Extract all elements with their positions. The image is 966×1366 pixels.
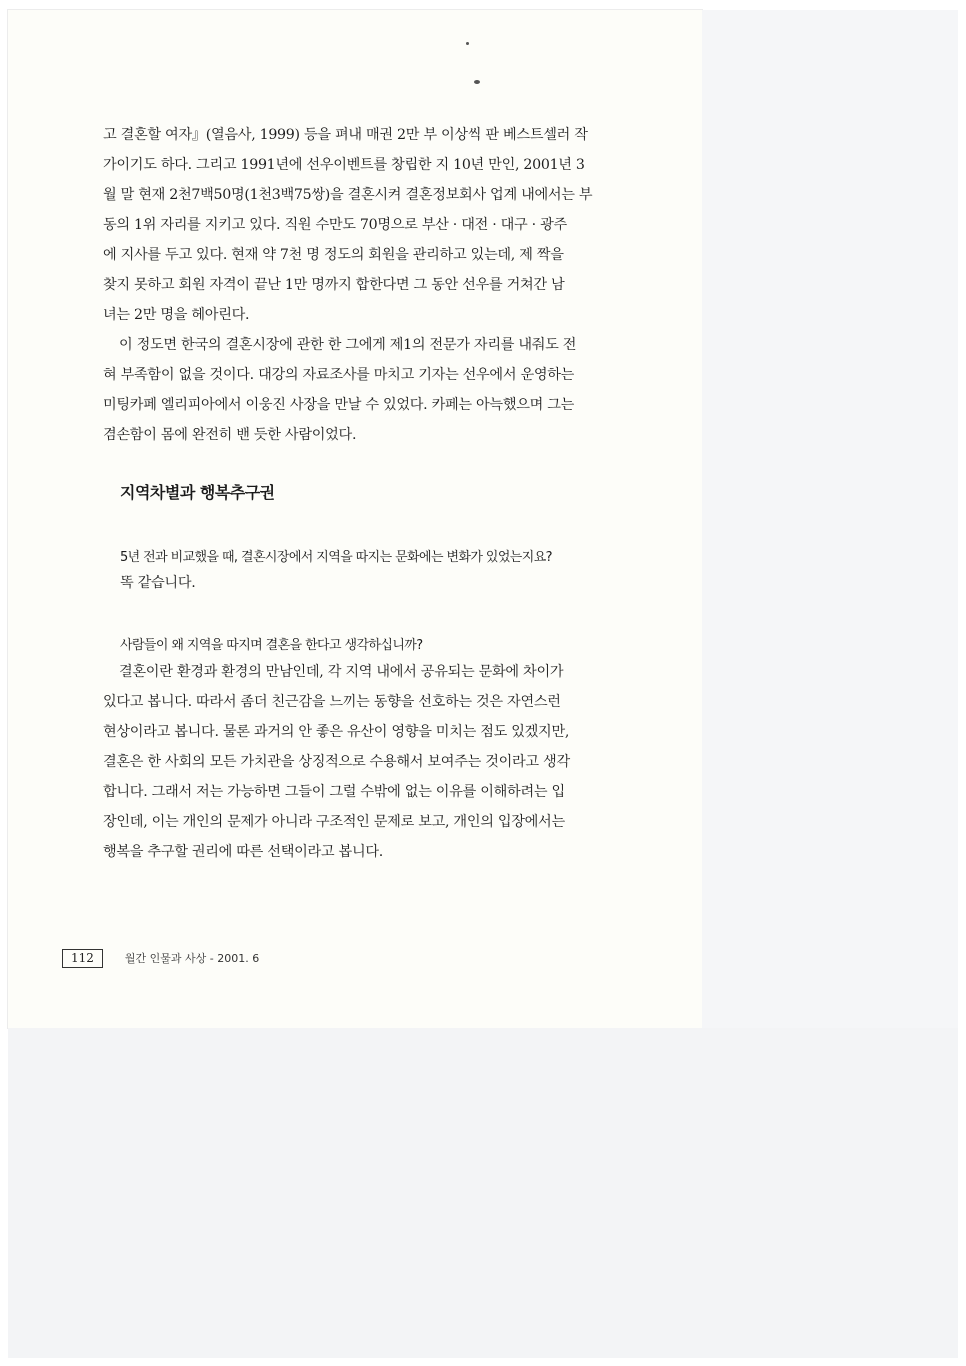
second-paragraph (103, 330, 603, 450)
interview-question: 사람들이 왜 지역을 따지며 결혼을 한다고 생각하십니까? (120, 638, 423, 653)
interview-answer: 똑 같습니다. (120, 575, 196, 591)
text-line: 혀 부족함이 없을 것이다. 대강의 자료조사를 마치고 기자는 선우에서 운영하는 (103, 367, 575, 383)
interview-question: 5년 전과 비교했을 때, 결혼시장에서 지역을 따지는 문화에는 변화가 있었는지요? (120, 550, 552, 565)
text-line: 행복을 추구할 권리에 따른 선택이라고 봅니다. (103, 844, 383, 860)
text-line: 에 지사를 두고 있다. 현재 약 7천 명 정도의 회원을 관리하고 있는데, 제 짝을 (103, 247, 564, 263)
text-line: 찾지 못하고 회원 자격이 끝난 1만 명까지 합한다면 그 동안 선우를 거쳐간 남 (103, 277, 565, 293)
page-footer (62, 948, 259, 968)
scan-speck (466, 42, 469, 45)
scan-background-right (702, 10, 958, 1028)
text-line: 녀는 2만 명을 헤아린다. (103, 307, 250, 323)
text-line: 있다고 봅니다. 따라서 좀더 친근감을 느끼는 동향을 선호하는 것은 자연스런 (103, 694, 561, 710)
text-line: 결혼이란 환경과 환경의 만남인데, 각 지역 내에서 공유되는 문화에 차이가 (119, 664, 564, 680)
text-line: 결혼은 한 사회의 모든 가치관을 상징적으로 수용해서 보여주는 것이라고 생각 (103, 754, 570, 770)
section-heading: 지역차별과 행복추구권 (120, 483, 275, 502)
text-line: 동의 1위 자리를 지키고 있다. 직원 수만도 70명으로 부산 · 대전 · 대구 · 광주 (103, 217, 567, 233)
scan-speck (474, 80, 480, 84)
intro-paragraph (103, 120, 603, 330)
text-line: 장인데, 이는 개인의 문제가 아니라 구조적인 문제로 보고, 개인의 입장에서는 (103, 814, 565, 830)
page-number: 112 (62, 949, 103, 968)
text-line: 가이기도 하다. 그리고 1991년에 선우이벤트를 창립한 지 10년 만인, 2001년 3 (103, 157, 585, 173)
text-line: 미팅카페 엘리피아에서 이웅진 사장을 만날 수 있었다. 카페는 아늑했으며 그는 (103, 397, 575, 413)
interview-answer (103, 657, 603, 867)
text-line: 합니다. 그래서 저는 가능하면 그들이 그럴 수밖에 없는 이유를 이해하려는 입 (103, 784, 565, 800)
text-line: 현상이라고 봅니다. 물론 과거의 안 좋은 유산이 영향을 미치는 점도 있겠지만, (103, 724, 570, 740)
text-line: 이 정도면 한국의 결혼시장에 관한 한 그에게 제1의 전문가 자리를 내줘도 전 (119, 337, 577, 353)
text-line: 월 말 현재 2천7백50명(1천3백75쌍)을 결혼시켜 결혼정보회사 업계 내에서는 부 (103, 187, 593, 203)
text-line: 겸손함이 몸에 완전히 밴 듯한 사람이었다. (103, 427, 357, 443)
text-line: 고 결혼할 여자』(열음사, 1999) 등을 펴내 매권 2만 부 이상씩 판 베스트셀러 작 (103, 127, 588, 143)
scan-background-bottom (8, 1028, 958, 1358)
publication-info: 월간 인물과 사상 - 2001. 6 (124, 952, 260, 965)
